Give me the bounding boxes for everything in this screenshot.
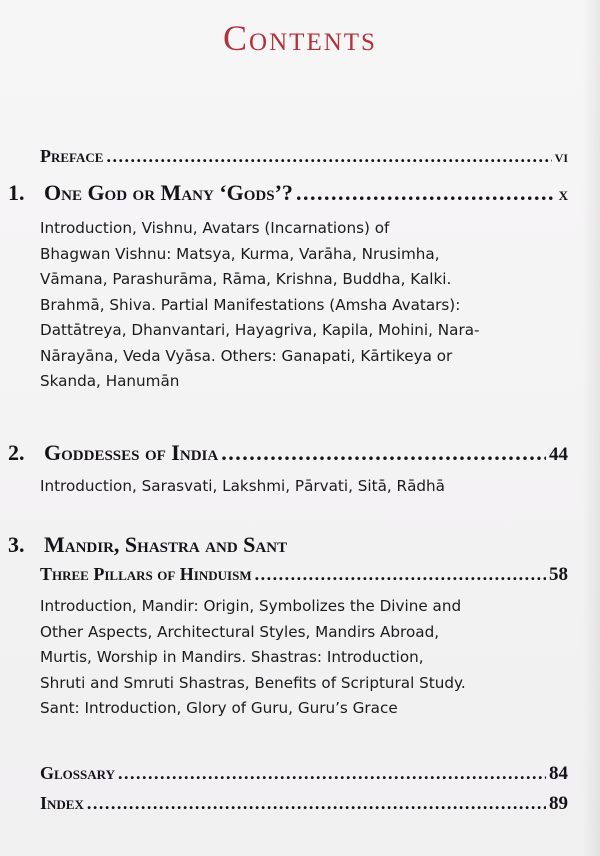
preface-page: vi	[554, 147, 568, 166]
chapter-1-description	[40, 216, 568, 395]
chapter-1-line: Vāmana, Parashurāma, Rāma, Krishna, Buddha, Kalki.	[40, 270, 452, 288]
toc-entry-glossary	[40, 763, 568, 785]
chapter-1-line: Brahmā, Shiva. Partial Manifestations (Amsha Avatars):	[40, 295, 461, 314]
toc-entry-index	[40, 793, 568, 815]
chapter-3-page: 58	[549, 564, 568, 585]
chapter-1-line: Bhagwan Vishnu: Matsya, Kurma, Varāha, Nrusimha,	[40, 244, 440, 263]
chapter-2-number: 2.	[8, 440, 25, 465]
chapter-1-line: Introduction, Vishnu, Avatars (Incarnations) of	[40, 219, 390, 237]
toc-entry-chapter-3	[8, 532, 568, 558]
preface-label: Preface	[40, 146, 104, 166]
chapter-1-line: Skanda, Hanumān	[40, 372, 180, 390]
glossary-page: 84	[549, 763, 568, 784]
leader-dots	[118, 763, 546, 784]
index-page: 89	[549, 793, 568, 814]
chapter-2-description	[40, 474, 568, 500]
chapter-2-page: 44	[549, 444, 568, 465]
toc-entry-chapter-1	[8, 180, 568, 206]
leader-dots	[255, 564, 546, 585]
chapter-1-title: One God or Many ‘Gods’?	[44, 180, 293, 205]
chapter-3-line: Sant: Introduction, Glory of Guru, Guru’s Grace	[40, 699, 398, 717]
index-label: Index	[40, 793, 84, 813]
chapter-3-line: Shruti and Smruti Shastras, Benefits of Scriptural Study.	[40, 673, 466, 692]
toc-entry-preface	[40, 146, 568, 167]
chapter-3-line: Murtis, Worship in Mandirs. Shastras: Introduction,	[40, 648, 424, 666]
toc-entry-chapter-2	[8, 440, 568, 466]
glossary-label: Glossary	[40, 763, 115, 783]
chapter-3-title: Mandir, Shastra and Sant	[44, 532, 288, 557]
chapter-2-line: Introduction, Sarasvati, Lakshmi, Pārvati, Sitā, Rādhā	[40, 477, 445, 495]
chapter-1-number: 1.	[8, 180, 25, 205]
chapter-2-title: Goddesses of India	[44, 440, 219, 465]
chapter-3-number: 3.	[8, 532, 25, 557]
chapter-1-page: x	[558, 184, 568, 205]
leader-dots	[106, 146, 551, 167]
chapter-1-line: Nārayāna, Veda Vyāsa. Others: Ganapati, Kārtikeya or	[40, 346, 453, 365]
chapter-1-line: Dattātreya, Dhanvantari, Hayagriva, Kapila, Mohini, Nara-	[40, 321, 480, 339]
toc-entry-chapter-3-sub	[40, 564, 568, 586]
leader-dots	[296, 180, 556, 206]
leader-dots	[87, 793, 546, 814]
chapter-3-line: Other Aspects, Architectural Styles, Mandirs Abroad,	[40, 622, 440, 641]
leader-dots	[221, 440, 546, 466]
chapter-3-subtitle: Three Pillars of Hinduism	[40, 564, 252, 584]
page-title: Contents	[223, 18, 377, 58]
chapter-3-description	[40, 594, 568, 722]
chapter-3-line: Introduction, Mandir: Origin, Symbolizes the Divine and	[40, 597, 462, 615]
